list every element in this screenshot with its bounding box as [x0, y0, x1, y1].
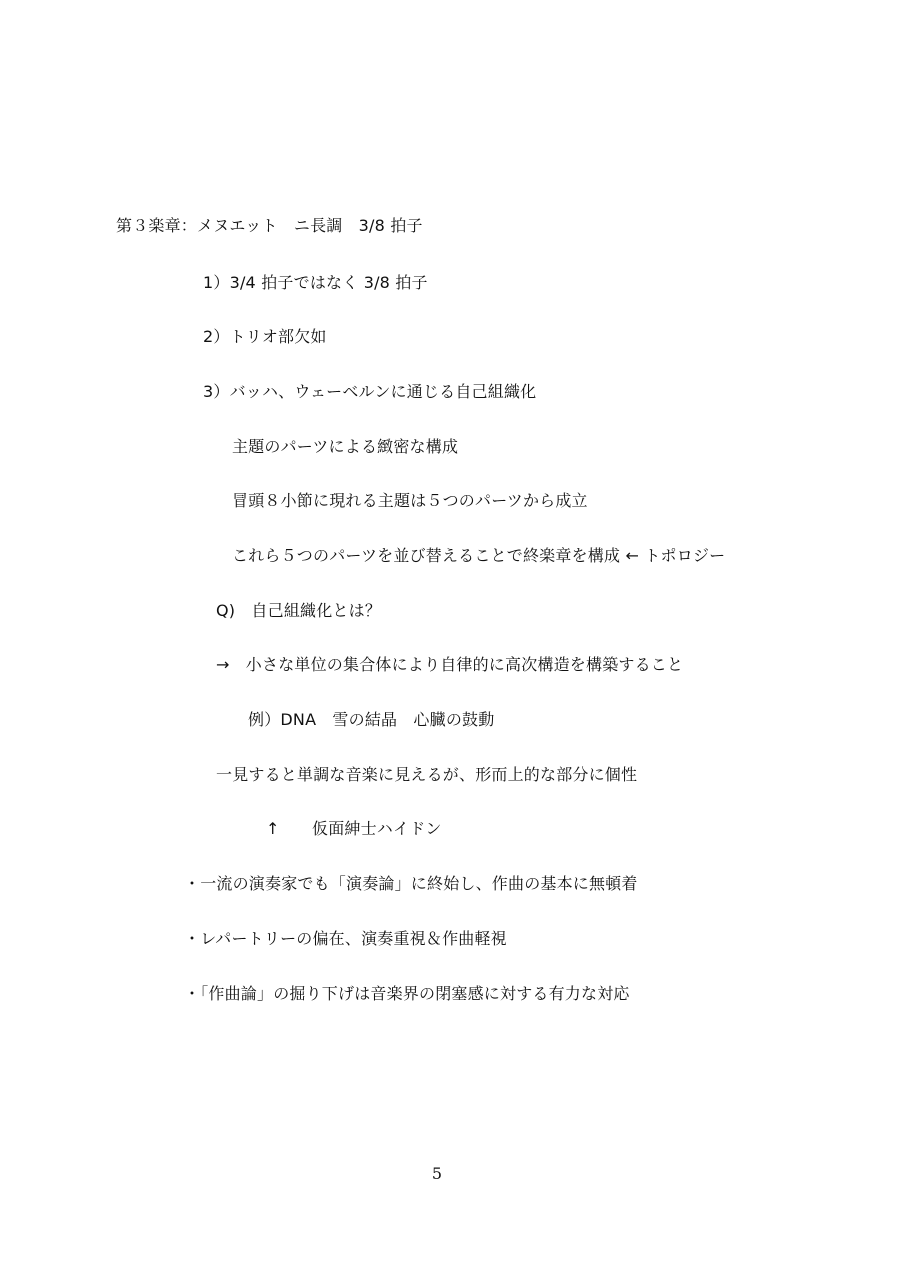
bullet-3: ・「作曲論」の掘り下げは音楽界の閉塞感に対する有力な対応 [184, 984, 630, 1003]
page-number: 5 [431, 1164, 443, 1183]
question-line: Q) 自己組織化とは？ [216, 601, 382, 620]
point-2: 2）トリオ部欠如 [203, 327, 327, 346]
observation-line: 一見すると単調な音楽に見えるが、形而上的な部分に個性 [216, 765, 638, 784]
arrow-note-line: ↑ 仮面紳士ハイドン [266, 819, 442, 838]
movement-heading: 第３楽章：メヌエット ニ長調 3/8 拍子 [116, 216, 423, 235]
point-1: 1）3/4 拍子ではなく 3/8 拍子 [203, 273, 428, 292]
bullet-1: ・一流の演奏家でも「演奏論」に終始し、作曲の基本に無頓着 [184, 874, 638, 893]
detail-3: これら５つのパーツを並び替えることで終楽章を構成 ← トポロジー [232, 546, 726, 565]
bullet-2: ・レパートリーの偏在、演奏重視＆作曲軽視 [184, 929, 507, 948]
detail-1: 主題のパーツによる緻密な構成 [232, 437, 459, 456]
example-line: 例）DNA 雪の結晶 心臓の鼓動 [248, 710, 495, 729]
answer-line: → 小さな単位の集合体により自律的に高次構造を構築すること [216, 655, 684, 674]
point-3: 3）バッハ、ウェーベルンに通じる自己組織化 [203, 382, 537, 401]
detail-2: 冒頭８小節に現れる主題は５つのパーツから成立 [232, 491, 588, 510]
